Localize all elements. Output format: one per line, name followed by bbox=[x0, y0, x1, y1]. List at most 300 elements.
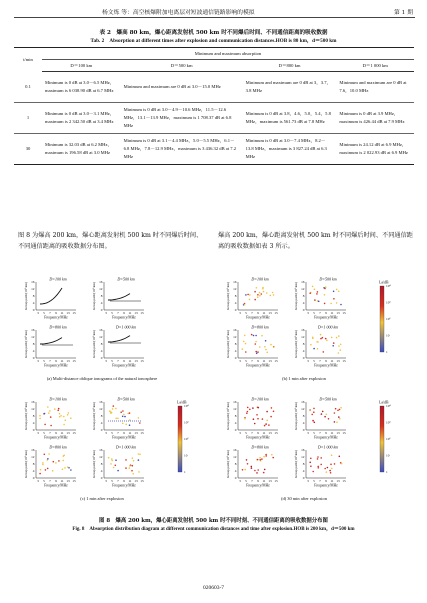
absorption-point bbox=[339, 418, 341, 420]
absorption-point bbox=[339, 456, 341, 458]
absorption-point bbox=[271, 454, 273, 456]
x-tick-label: 7 bbox=[319, 359, 321, 363]
absorption-point bbox=[132, 465, 134, 467]
absorption-point bbox=[261, 458, 263, 460]
absorption-point bbox=[326, 471, 328, 473]
x-axis-label: Frequency/MHz bbox=[44, 315, 68, 320]
x-tick-label: 9 bbox=[325, 479, 327, 483]
x-tick-label: 15 bbox=[274, 479, 278, 483]
x-tick-label: 7 bbox=[319, 431, 321, 435]
x-tick-label: 13 bbox=[268, 431, 272, 435]
absorption-point bbox=[263, 291, 265, 293]
absorption-point bbox=[249, 409, 251, 411]
ionogram-trace bbox=[108, 294, 130, 300]
x-tick-label: 7 bbox=[117, 311, 119, 315]
y-tick-label: 12 bbox=[233, 287, 237, 292]
absorption-point bbox=[259, 457, 261, 459]
absorption-point bbox=[249, 299, 251, 301]
absorption-point bbox=[340, 349, 342, 351]
x-tick-label: 3 bbox=[239, 479, 241, 483]
absorption-point bbox=[42, 464, 44, 466]
absorption-point bbox=[265, 455, 267, 457]
x-tick-label: 3 bbox=[37, 431, 39, 435]
x-tick-label: 9 bbox=[123, 431, 125, 435]
y-tick-label: 16 bbox=[99, 448, 103, 453]
absorption-point bbox=[313, 348, 315, 350]
absorption-point bbox=[39, 418, 41, 420]
x-tick-label: 9 bbox=[257, 479, 259, 483]
absorption-point bbox=[251, 334, 253, 336]
x-axis-label: Frequency/MHz bbox=[112, 483, 136, 488]
absorption-point bbox=[255, 341, 257, 343]
absorption-point bbox=[268, 424, 270, 426]
absorption-point bbox=[115, 408, 117, 410]
y-tick-label: 4 bbox=[32, 421, 35, 426]
absorption-point bbox=[324, 303, 326, 305]
table-caption-en: Tab. 2 Absorption at different times after explosion and communication distances.HOB is 80 km，d＝500 km bbox=[90, 38, 337, 44]
x-axis-label: Frequency/MHz bbox=[112, 435, 136, 440]
absorption-point bbox=[113, 405, 115, 407]
absorption-point bbox=[338, 416, 340, 418]
y-tick-label: 12 bbox=[31, 287, 35, 292]
x-tick-label: 5 bbox=[245, 479, 247, 483]
absorption-point bbox=[111, 458, 113, 460]
absorption-point bbox=[244, 304, 246, 306]
y-axis-label: Group path/(10³ km) bbox=[294, 281, 298, 311]
y-tick-label: 12 bbox=[99, 287, 103, 292]
y-tick-label: 8 bbox=[234, 462, 237, 467]
x-tick-label: 7 bbox=[49, 359, 51, 363]
absorption-point bbox=[320, 334, 322, 336]
y-axis-label: Group path/(10³ km) bbox=[92, 401, 96, 431]
absorption-point bbox=[253, 335, 255, 337]
colorbar-tick-label: 10² bbox=[386, 437, 391, 442]
x-tick-label: 5 bbox=[313, 479, 315, 483]
x-tick-label: 13 bbox=[66, 431, 70, 435]
absorption-point bbox=[251, 467, 253, 469]
x-axis-label: Frequency/MHz bbox=[246, 363, 270, 368]
y-tick-label: 16 bbox=[31, 328, 35, 333]
y-tick-label: 4 bbox=[234, 301, 237, 306]
y-axis-label: Group path/(10³ km) bbox=[226, 329, 230, 359]
table-cell: Minimum is 0 dB at 3.1－4.4 MHz，5.0－5.5 MHz，6.1－6.8 MHz，7.8－12.9 MHz，maximum is 3 436.32 dB at 7.2 MHz bbox=[121, 134, 243, 165]
x-tick-label: 9 bbox=[55, 311, 57, 315]
absorption-point bbox=[124, 416, 126, 418]
y-tick-label: 0 bbox=[234, 428, 237, 433]
colorbar bbox=[178, 406, 182, 472]
absorption-point bbox=[255, 351, 257, 353]
absorption-point bbox=[242, 469, 244, 471]
absorption-point bbox=[337, 410, 339, 412]
table-cell: Minimum and maximum are 0 dB at 3，3.7，3.8 MHz bbox=[243, 72, 337, 103]
absorption-point bbox=[257, 294, 259, 296]
y-tick-label: 8 bbox=[32, 294, 35, 299]
figure-8 bbox=[0, 268, 427, 516]
absorption-point bbox=[62, 469, 64, 471]
x-tick-label: 5 bbox=[313, 311, 315, 315]
y-tick-label: 12 bbox=[233, 335, 237, 340]
x-tick-label: 13 bbox=[336, 359, 340, 363]
absorption-point bbox=[138, 459, 140, 461]
absorption-point bbox=[138, 417, 140, 419]
x-tick-label: 11 bbox=[262, 311, 266, 315]
absorption-point bbox=[333, 342, 335, 344]
absorption-point bbox=[244, 418, 246, 420]
absorption-point bbox=[40, 469, 42, 471]
absorption-point bbox=[334, 421, 336, 423]
y-tick-label: 12 bbox=[31, 335, 35, 340]
absorption-point bbox=[249, 294, 251, 296]
absorption-point bbox=[331, 468, 333, 470]
absorption-point bbox=[334, 463, 336, 465]
group-header: Minimum and maximum absorption bbox=[42, 48, 414, 60]
y-tick-label: 4 bbox=[302, 349, 305, 354]
y-axis-label: Group path/(10³ km) bbox=[24, 449, 28, 479]
distance-label: D=1 000 km bbox=[317, 444, 339, 450]
x-tick-label: 7 bbox=[117, 479, 119, 483]
x-tick-label: 7 bbox=[117, 431, 119, 435]
x-tick-label: 15 bbox=[72, 311, 76, 315]
absorption-point bbox=[338, 345, 340, 347]
x-axis-label: Frequency/MHz bbox=[44, 363, 68, 368]
absorption-point bbox=[63, 455, 65, 457]
y-tick-label: 8 bbox=[234, 294, 237, 299]
absorption-point bbox=[324, 416, 326, 418]
x-tick-label: 11 bbox=[330, 359, 334, 363]
absorption-point bbox=[251, 466, 253, 468]
absorption-point bbox=[246, 459, 248, 461]
x-tick-label: 7 bbox=[49, 479, 51, 483]
x-tick-label: 9 bbox=[55, 359, 57, 363]
x-tick-label: 3 bbox=[307, 479, 309, 483]
colorbar-tick-label: 10⁴ bbox=[184, 404, 189, 409]
absorption-point bbox=[47, 468, 49, 470]
absorption-point bbox=[39, 473, 41, 475]
absorption-point bbox=[42, 462, 44, 464]
y-tick-label: 12 bbox=[301, 407, 305, 412]
y-tick-label: 16 bbox=[233, 328, 237, 333]
distance-label: D=800 km bbox=[251, 324, 269, 330]
colorbar-label: La/dB bbox=[379, 280, 389, 285]
absorption-point bbox=[320, 457, 322, 459]
x-tick-label: 11 bbox=[60, 359, 64, 363]
y-axis-label: Group path/(10³ km) bbox=[226, 281, 230, 311]
absorption-point bbox=[122, 423, 124, 425]
x-tick-label: 15 bbox=[140, 359, 144, 363]
absorption-point bbox=[55, 462, 57, 464]
y-tick-label: 4 bbox=[234, 469, 237, 474]
absorption-point bbox=[309, 292, 311, 294]
y-tick-label: 8 bbox=[234, 342, 237, 347]
absorption-point bbox=[50, 416, 52, 418]
absorption-point bbox=[312, 337, 314, 339]
absorption-point bbox=[324, 294, 326, 296]
colorbar-tick-label: 10³ bbox=[386, 300, 391, 305]
x-tick-label: 11 bbox=[128, 479, 132, 483]
x-tick-label: 3 bbox=[239, 431, 241, 435]
absorption-point bbox=[272, 292, 274, 294]
x-tick-label: 11 bbox=[262, 359, 266, 363]
absorption-point bbox=[67, 414, 69, 416]
absorption-point bbox=[266, 411, 268, 413]
table-row bbox=[14, 103, 414, 134]
absorption-point bbox=[129, 467, 131, 469]
table-cell-time: 0.1 bbox=[14, 72, 42, 103]
absorption-point bbox=[257, 418, 259, 420]
x-tick-label: 7 bbox=[319, 311, 321, 315]
x-axis-label: Frequency/MHz bbox=[44, 435, 68, 440]
x-tick-label: 11 bbox=[262, 479, 266, 483]
absorption-point bbox=[273, 411, 275, 413]
x-tick-label: 9 bbox=[55, 431, 57, 435]
x-tick-label: 11 bbox=[128, 359, 132, 363]
y-tick-label: 12 bbox=[99, 335, 103, 340]
absorption-point bbox=[316, 341, 318, 343]
absorption-point bbox=[259, 459, 261, 461]
x-tick-label: 3 bbox=[37, 359, 39, 363]
absorption-point bbox=[122, 416, 124, 418]
y-axis-label: Group path/(10³ km) bbox=[226, 449, 230, 479]
distance-label: D=1 000 km bbox=[115, 324, 137, 330]
ionogram-trace bbox=[40, 288, 62, 304]
y-tick-label: 0 bbox=[234, 308, 237, 313]
x-tick-label: 15 bbox=[140, 479, 144, 483]
y-tick-label: 12 bbox=[233, 455, 237, 460]
absorption-point bbox=[68, 412, 70, 414]
absorption-point bbox=[132, 457, 134, 459]
absorption-point bbox=[316, 293, 318, 295]
table-cell: Minimum is 32.03 dB at 6.2 MHz，maximum is 196.58 dB at 3.0 MHz bbox=[42, 134, 121, 165]
absorption-point bbox=[256, 472, 258, 474]
x-tick-label: 13 bbox=[268, 359, 272, 363]
absorption-point bbox=[310, 458, 312, 460]
absorption-point bbox=[63, 424, 65, 426]
absorption-point bbox=[53, 461, 55, 463]
absorption-point bbox=[115, 459, 117, 461]
y-axis-label: Group path/(10³ km) bbox=[24, 281, 28, 311]
absorption-point bbox=[264, 346, 266, 348]
absorption-point bbox=[273, 294, 275, 296]
y-axis-label: Group path/(10³ km) bbox=[24, 401, 28, 431]
absorption-point bbox=[123, 414, 125, 416]
absorption-point bbox=[264, 469, 266, 471]
absorption-point bbox=[138, 453, 140, 455]
figure-subcaption: (a) Multi-distance oblique ionograms of the natural ionosphere bbox=[46, 376, 158, 381]
absorption-point bbox=[336, 337, 338, 339]
absorption-point bbox=[247, 407, 249, 409]
absorption-point bbox=[322, 337, 324, 339]
absorption-point bbox=[263, 456, 265, 458]
absorption-point bbox=[111, 460, 113, 462]
absorption-point bbox=[312, 420, 314, 422]
x-tick-label: 11 bbox=[60, 479, 64, 483]
x-tick-label: 13 bbox=[134, 479, 138, 483]
y-axis-label: Group path/(10³ km) bbox=[294, 449, 298, 479]
absorption-point bbox=[312, 471, 314, 473]
running-header-page: 第 1 期 bbox=[394, 10, 413, 16]
x-tick-label: 13 bbox=[66, 359, 70, 363]
x-tick-label: 15 bbox=[140, 431, 144, 435]
y-tick-label: 16 bbox=[233, 448, 237, 453]
absorption-point bbox=[131, 470, 133, 472]
absorption-point bbox=[259, 295, 261, 297]
absorption-point bbox=[317, 466, 319, 468]
absorption-point bbox=[65, 419, 67, 421]
absorption-point bbox=[113, 467, 115, 469]
absorption-point bbox=[336, 289, 338, 291]
paragraph-left: 图 8 为爆高 200 km，爆心距离发射机 500 km 时不同爆后时间、不同通信距离的吸收数据分布图。 bbox=[18, 232, 203, 250]
x-axis-label: Frequency/MHz bbox=[314, 435, 338, 440]
distance-label: D=800 km bbox=[49, 324, 67, 330]
distance-header: D＝800 km bbox=[243, 60, 337, 72]
y-tick-label: 12 bbox=[31, 407, 35, 412]
y-axis-label: Group path/(10³ km) bbox=[294, 401, 298, 431]
absorption-point bbox=[255, 335, 257, 337]
colorbar-tick-label: 10² bbox=[386, 317, 391, 322]
absorption-point bbox=[271, 407, 273, 409]
x-tick-label: 13 bbox=[66, 311, 70, 315]
absorption-point bbox=[325, 287, 327, 289]
colorbar-tick-label: 10 bbox=[184, 453, 188, 458]
absorption-point bbox=[257, 351, 259, 353]
absorption-point bbox=[259, 292, 261, 294]
x-tick-label: 7 bbox=[251, 479, 253, 483]
running-header-title: 杨文炼 等：高空核爆附加电离层对短波通信链路影响的模拟 bbox=[102, 10, 255, 16]
distance-label: D=1 000 km bbox=[317, 324, 339, 330]
absorption-point bbox=[70, 469, 72, 471]
y-tick-label: 16 bbox=[31, 400, 35, 405]
x-tick-label: 15 bbox=[72, 431, 76, 435]
y-tick-label: 16 bbox=[99, 280, 103, 285]
absorption-point bbox=[266, 292, 268, 294]
absorption-point bbox=[325, 338, 327, 340]
absorption-point bbox=[326, 414, 328, 416]
x-tick-label: 3 bbox=[105, 311, 107, 315]
table-cell: Minimum is 0 dB at 3.0－3.1 MHz，maximum is 2 342.50 dB at 3.4 MHz bbox=[42, 103, 121, 134]
absorption-point bbox=[44, 424, 46, 426]
x-tick-label: 3 bbox=[105, 359, 107, 363]
y-axis-label: Group path/(10³ km) bbox=[294, 329, 298, 359]
absorption-point bbox=[331, 454, 333, 456]
y-tick-label: 12 bbox=[31, 455, 35, 460]
absorption-point bbox=[327, 467, 329, 469]
distance-label: D=100 km bbox=[251, 276, 269, 282]
x-tick-label: 5 bbox=[43, 311, 45, 315]
absorption-point bbox=[317, 348, 319, 350]
y-axis-label: Group path/(10³ km) bbox=[226, 401, 230, 431]
y-axis-label: Group path/(10³ km) bbox=[92, 329, 96, 359]
x-tick-label: 3 bbox=[307, 431, 309, 435]
distance-label: D=800 km bbox=[251, 444, 269, 450]
table-cell: Minimum is 0 dB at 3.8，4.6，5.0，5.4，5.8 MHz，maximum is 561.73 dB at 7.8 MHz bbox=[243, 103, 337, 134]
absorption-point bbox=[323, 351, 325, 353]
y-tick-label: 4 bbox=[100, 301, 103, 306]
absorption-point bbox=[54, 408, 56, 410]
y-tick-label: 0 bbox=[302, 356, 305, 361]
absorption-point bbox=[318, 467, 320, 469]
absorption-point bbox=[320, 464, 322, 466]
x-tick-label: 3 bbox=[37, 311, 39, 315]
x-tick-label: 15 bbox=[72, 359, 76, 363]
x-tick-label: 9 bbox=[325, 359, 327, 363]
absorption-point bbox=[39, 415, 41, 417]
absorption-point bbox=[318, 301, 320, 303]
x-tick-label: 9 bbox=[257, 359, 259, 363]
distance-label: D=100 km bbox=[251, 396, 269, 402]
absorption-point bbox=[330, 464, 332, 466]
y-tick-label: 0 bbox=[302, 308, 305, 313]
x-tick-label: 5 bbox=[43, 479, 45, 483]
y-tick-label: 4 bbox=[302, 421, 305, 426]
absorption-point bbox=[254, 299, 256, 301]
absorption-point bbox=[257, 407, 259, 409]
absorption-point bbox=[262, 418, 264, 420]
x-tick-label: 13 bbox=[134, 431, 138, 435]
y-tick-label: 16 bbox=[301, 280, 305, 285]
absorption-point bbox=[255, 343, 257, 345]
x-tick-label: 3 bbox=[37, 479, 39, 483]
distance-header: D＝100 km bbox=[42, 60, 121, 72]
y-tick-label: 4 bbox=[100, 421, 103, 426]
distance-label: D=1 000 km bbox=[115, 444, 137, 450]
absorption-point bbox=[312, 286, 314, 288]
absorption-point bbox=[317, 456, 319, 458]
absorption-point bbox=[47, 458, 49, 460]
x-tick-label: 11 bbox=[330, 311, 334, 315]
y-tick-label: 4 bbox=[302, 301, 305, 306]
x-tick-label: 15 bbox=[342, 479, 346, 483]
y-tick-label: 16 bbox=[301, 400, 305, 405]
y-tick-label: 12 bbox=[301, 335, 305, 340]
absorption-point bbox=[311, 414, 313, 416]
absorption-point bbox=[265, 349, 267, 351]
x-tick-label: 7 bbox=[251, 311, 253, 315]
figure-subcaption: (c) 1 min after explosion bbox=[80, 496, 124, 501]
y-tick-label: 0 bbox=[32, 428, 35, 433]
absorption-point bbox=[266, 352, 268, 354]
y-tick-label: 4 bbox=[32, 349, 35, 354]
x-tick-label: 13 bbox=[134, 311, 138, 315]
absorption-point bbox=[313, 408, 315, 410]
x-tick-label: 3 bbox=[239, 311, 241, 315]
absorption-point bbox=[111, 412, 113, 414]
absorption-point bbox=[328, 418, 330, 420]
absorption-point bbox=[245, 294, 247, 296]
absorption-point bbox=[49, 410, 51, 412]
distance-header: D＝500 km bbox=[121, 60, 243, 72]
x-tick-label: 15 bbox=[342, 431, 346, 435]
colorbar-tick-label: 1 bbox=[184, 470, 186, 475]
y-tick-label: 8 bbox=[302, 294, 305, 299]
x-axis-label: Frequency/MHz bbox=[246, 483, 270, 488]
absorption-point bbox=[338, 335, 340, 337]
y-tick-label: 0 bbox=[32, 356, 35, 361]
y-tick-label: 4 bbox=[302, 469, 305, 474]
table-cell: Minimum is 24.12 dB at 6.9 MHz，maximum is 2 022.93 dB at 6.9 MHz bbox=[336, 134, 414, 165]
x-axis-label: Frequency/MHz bbox=[314, 315, 338, 320]
x-tick-label: 13 bbox=[268, 479, 272, 483]
absorption-point bbox=[244, 469, 246, 471]
absorption-point bbox=[47, 406, 49, 408]
absorption-point bbox=[48, 412, 50, 414]
x-tick-label: 7 bbox=[117, 359, 119, 363]
colorbar-tick-label: 1 bbox=[386, 350, 388, 355]
absorption-point bbox=[125, 424, 127, 426]
x-tick-label: 7 bbox=[49, 311, 51, 315]
y-tick-label: 8 bbox=[32, 462, 35, 467]
y-tick-label: 8 bbox=[302, 342, 305, 347]
x-tick-label: 5 bbox=[111, 479, 113, 483]
